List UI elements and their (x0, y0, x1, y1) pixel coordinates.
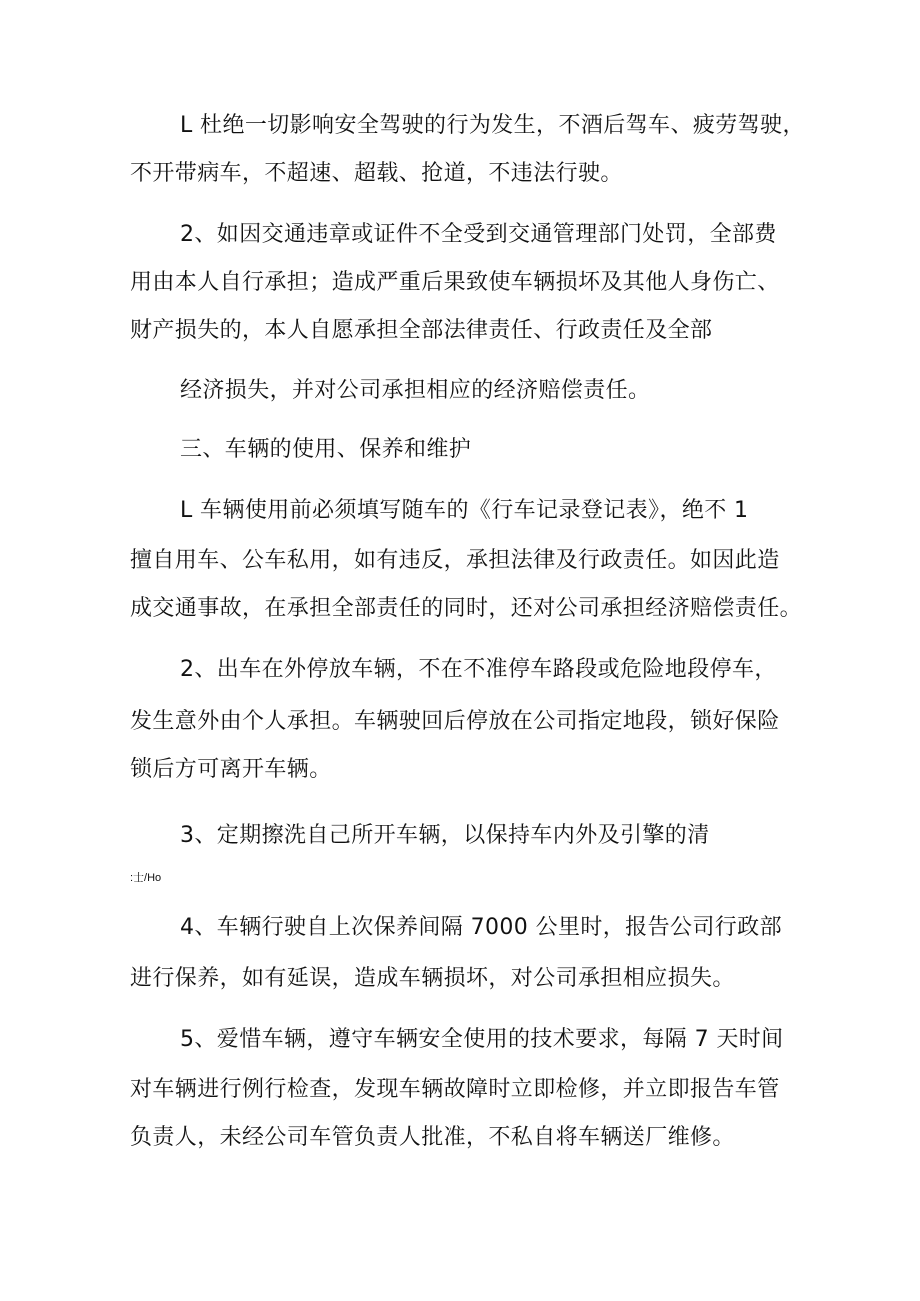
paragraph-line: 3、定期擦洗自己所开车辆，以保持车内外及引擎的清 (180, 823, 710, 848)
paragraph-line: L 车辆使用前必须填写随车的《行车记录登记表》，绝不 1 (180, 498, 749, 523)
paragraph-line: 成交通事故，在承担全部责任的同时，还对公司承担经济赔偿责任。 (130, 596, 803, 621)
paragraph-line: 5、爱惜车辆，遵守车辆安全使用的技术要求，每隔 7 天时间 (180, 1027, 784, 1052)
paragraph-line: 经济损失，并对公司承担相应的经济赔偿责任。 (180, 378, 651, 403)
paragraph-line: 财产损失的，本人自愿承担全部法律责任、行政责任及全部 (130, 318, 713, 343)
paragraph-line: 发生意外由个人承担。车辆驶回后停放在公司指定地段，锁好保险 (130, 709, 780, 734)
paragraph-line: 用由本人自行承担；造成严重后果致使车辆损坏及其他人身伤亡、 (130, 270, 780, 295)
paragraph-line: 擅自用车、公车私用，如有违反，承担法律及行政责任。如因此造 (130, 548, 780, 573)
paragraph-line: 2、如因交通违章或证件不全受到交通管理部门处罚，全部费 (180, 222, 777, 247)
paragraph-line: 负责人，未经公司车管负责人批准，不私自将车辆送厂维修。 (130, 1125, 735, 1150)
paragraph-line: 锁后方可离开车辆。 (130, 757, 332, 782)
section-heading: 三、车辆的使用、保养和维护 (180, 437, 472, 462)
paragraph-line: 4、车辆行驶自上次保养间隔 7000 公里时，报告公司行政部 (180, 915, 782, 940)
paragraph-line: L 杜绝一切影响安全驾驶的行为发生，不酒后驾车、疲劳驾驶， (180, 113, 805, 138)
garbled-text: :士/Ho (130, 872, 162, 884)
paragraph-line: 进行保养，如有延误，造成车辆损坏，对公司承担相应损失。 (130, 966, 735, 991)
paragraph-line: 对车辆进行例行检查，发现车辆故障时立即检修，并立即报告车管 (130, 1077, 780, 1102)
paragraph-line: 2、出车在外停放车辆，不在不准停车路段或危险地段停车， (180, 657, 777, 682)
paragraph-line: 不开带病车，不超速、超载、抢道，不违法行驶。 (130, 161, 623, 186)
